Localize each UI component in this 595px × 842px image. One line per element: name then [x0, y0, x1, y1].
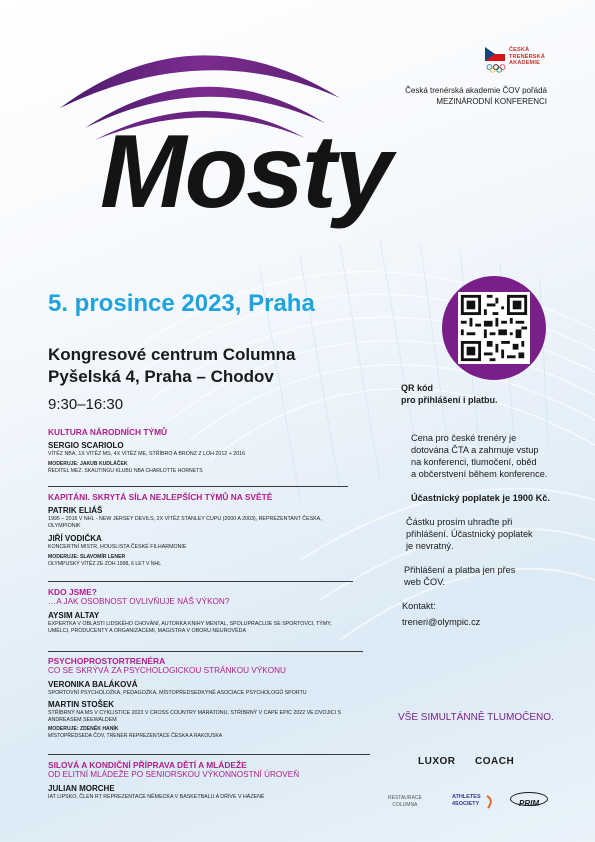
- payment-info: [406, 516, 533, 552]
- speaker-desc: VÍTĚZ NBA, 1X VÍTĚZ MS, 4X VÍTĚZ ME, STŘÍBRO A BRONZ Z LOH 2012 + 2016: [48, 451, 246, 457]
- payment-line: je nevratný.: [406, 541, 454, 551]
- luxor-logo: LUXOR: [418, 756, 456, 767]
- olympic-rings-icon: [486, 64, 506, 73]
- event-time: 9:30–16:30: [48, 396, 124, 413]
- speaker-desc: KONCERTNÍ MISTR, HOUSLISTA ČESKÉ FILHARMONIE: [48, 544, 187, 550]
- price-line: na konferenci, tlumočení, oběd: [411, 457, 537, 467]
- organizer-line: Česká trenérská akademie ČOV pořádá: [405, 86, 547, 95]
- cta-logo: [485, 47, 555, 75]
- restaurace-line: RESTAURACE: [388, 795, 422, 801]
- price-line: dotována ČTA a zahrnuje vstup: [411, 445, 539, 455]
- cta-logo-text: [509, 47, 545, 67]
- web-line: web ČOV.: [404, 577, 446, 587]
- cta-logo-line: AKADEMIE: [509, 60, 540, 66]
- restaurace-columna-logo: [388, 795, 422, 809]
- prim-logo: [510, 792, 548, 806]
- cta-logo-line: ČESKÁ: [509, 47, 530, 53]
- section-title: KDO JSME?: [48, 587, 97, 597]
- section-subtitle: CO SE SKRÝVÁ ZA PSYCHOLOGICKOU STRÁNKOU VÝKONU: [48, 666, 286, 675]
- program-section-4: [48, 656, 368, 739]
- price-line: Cena pro české trenéry je: [411, 433, 517, 443]
- program-section-5: [48, 760, 378, 801]
- moderator-desc: OLYMPIJSKÝ VÍTĚZ ZE ZOH 1998, 6 LET V NHL: [48, 560, 162, 567]
- payment-line: Částku prosím uhraďte při: [406, 517, 513, 527]
- speaker-desc: IAT LIPSKO, ČLEN RT REPREZENTACE NĚMECKA V BASKETBALU A DŘÍVE V HÁZENÉ: [48, 794, 265, 800]
- price-info: [411, 432, 547, 480]
- contact-label: Kontakt:: [402, 601, 436, 611]
- athletes-line: ATHLETES: [452, 794, 481, 800]
- section-title: KULTURA NÁRODNÍCH TÝMŮ: [48, 427, 168, 437]
- section-divider: [48, 581, 353, 582]
- organizer-line: MEZINÁRODNÍ KONFERENCI: [436, 97, 547, 106]
- speaker-name: MARTIN STOŠEK: [48, 700, 115, 709]
- speaker-name: VERONIKA BALÁKOVÁ: [48, 680, 138, 689]
- athletes-4society-logo: [452, 794, 481, 808]
- program-section-3: [48, 587, 353, 635]
- section-title: KAPITÁNI. SKRYTÁ SÍLA NEJLEPŠÍCH TÝMŮ NA SVĚTĚ: [48, 492, 273, 502]
- venue-name: Kongresové centrum Columna: [48, 345, 296, 364]
- speaker-name: JULIAN MORCHE: [48, 784, 115, 793]
- qr-code-badge[interactable]: [442, 276, 546, 380]
- section-subtitle: OD ELITNÍ MLÁDEŽE PO SENIORSKOU VÝKONNOSTNÍ ÚROVEŇ: [48, 770, 300, 779]
- speaker-desc: EXPERTKA V OBLASTI LIDSKÉHO CHOVÁNÍ, AUTORKA KNIHY MENTAL, SPOLUPRACUJE SE SPORTOVCI, TÝMY, UMĚLCI, PRODUCENTY A ORGANIZACEMI, MAGISTRA V OBORU NEUROVĚDA: [48, 621, 332, 634]
- qr-label: [401, 382, 498, 406]
- section-title: SILOVÁ A KONDIČNÍ PŘÍPRAVA DĚTÍ A MLÁDEŽE: [48, 760, 247, 770]
- qr-code-icon[interactable]: [458, 292, 530, 364]
- simultaneous-translation-note: VŠE SIMULTÁNNĚ TLUMOČENO.: [398, 712, 554, 723]
- web-line: Přihlášení a platba jen přes: [404, 565, 516, 575]
- program-section-1: [48, 427, 368, 474]
- web-info: [404, 564, 515, 588]
- speaker-name: SERGIO SCARIOLO: [48, 441, 124, 450]
- athletes-line: 4SOCIETY: [452, 801, 480, 807]
- contact-email-link[interactable]: treneri@olympic.cz: [402, 617, 481, 627]
- speaker-name: JIŘÍ VODIČKA: [48, 534, 102, 543]
- participation-fee: Účastnický poplatek je 1900 Kč.: [411, 493, 550, 503]
- event-date: 5. prosince 2023, Praha: [48, 290, 315, 317]
- section-subtitle: …A JAK OSOBNOST OVLIVŇUJE NÁŠ VÝKON?: [48, 597, 230, 606]
- section-divider: [48, 486, 348, 487]
- cta-logo-line: TRENÉRSKÁ: [509, 53, 546, 60]
- price-line: a občerstvení během konference.: [411, 469, 548, 479]
- coach-logo: COACH: [475, 756, 515, 767]
- program-section-2: [48, 492, 348, 567]
- moderator-desc: ŘEDITEL MEZ. SKAUTINGU KLUBU NBA CHARLOTTE HORNETS: [48, 467, 203, 474]
- moderator-name: MODERUJE: ZDENĚK HANÍK: [48, 726, 119, 732]
- speaker-name: AYSIM ALTAY: [48, 611, 100, 620]
- payment-line: přihlášení. Účastnický poplatek: [406, 529, 533, 539]
- moderator-name: MODERUJE: JAKUB KUDLÁČEK: [48, 461, 128, 467]
- speaker-desc: 1995 – 2016 V NHL - NEW JERSEY DEVILS, 2X VÍTĚZ STANLEY CUPU (2000 A 2003), REPREZENTANT ČESKA, OLYMPIONIK: [48, 516, 322, 529]
- qr-label-line: pro přihlášení i platbu.: [401, 395, 498, 405]
- prim-logo-text: PRIM: [519, 799, 539, 808]
- section-divider: [48, 754, 370, 755]
- organizer-text: [405, 85, 547, 107]
- moderator-desc: MÍSTOPŘEDSEDA ČOV, TRENÉR REPREZENTACE ČESKA A RAKOUSKA: [48, 732, 223, 739]
- event-title: Mosty: [100, 114, 391, 230]
- athletes-swoosh-icon: [485, 795, 495, 809]
- restaurace-line: COLUMNA: [392, 802, 418, 808]
- speaker-name: PATRIK ELIÁŠ: [48, 506, 103, 515]
- speaker-desc: STŘÍBRNÝ NA MS V CYKLISTICE 2023 V CROSS COUNTRY MARATONU, STŘÍBRNÝ V CAPE EPIC 2022 VE DVOJICI S ANDREASEM SEEWALDEM: [48, 710, 342, 723]
- contact-info: [402, 600, 480, 628]
- section-title: PSYCHOPROSTORTRENÉRA: [48, 656, 166, 666]
- section-divider: [48, 651, 363, 652]
- czech-flag-icon: [485, 47, 505, 61]
- moderator-name: MODERUJE: SLAVOMÍR LENER: [48, 554, 126, 560]
- qr-label-line: QR kód: [401, 383, 434, 393]
- event-venue: [48, 344, 296, 388]
- venue-address: Pyšelská 4, Praha – Chodov: [48, 367, 274, 386]
- speaker-desc: SPORTOVNÍ PSYCHOLOŽKA, PEDAGOŽKA, MÍSTOPŘEDSEDKYNĚ ASOCIACE PSYCHOLOGŮ SPORTU: [48, 690, 307, 696]
